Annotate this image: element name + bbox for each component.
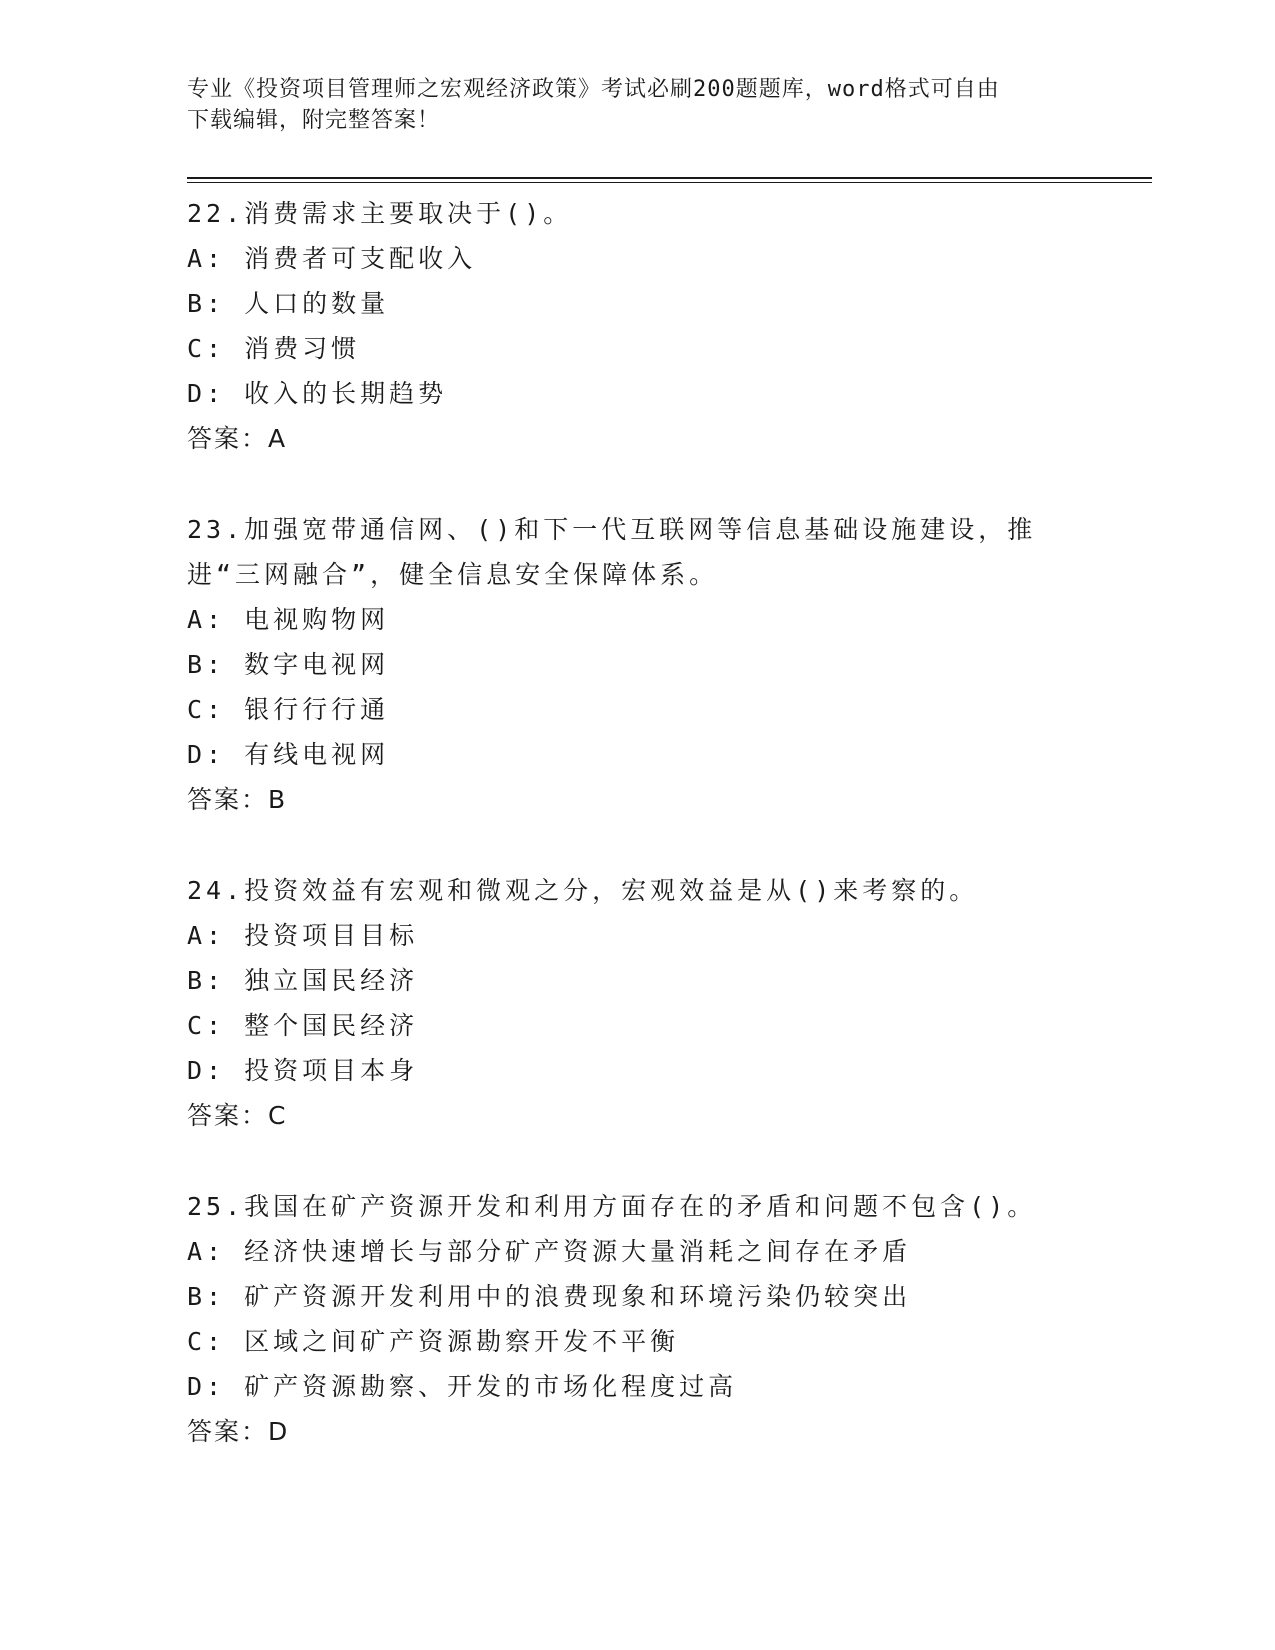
question-23 xyxy=(187,507,1152,822)
option-d: D: 投资项目本身 xyxy=(187,1056,419,1085)
question-text: 23.加强宽带通信网、()和下一代互联网等信息基础设施建设，推进“三网融合”，健全信息安全保障体系。 xyxy=(187,515,1037,589)
option-b: B: 人口的数量 xyxy=(187,289,390,318)
option-a: A: 消费者可支配收入 xyxy=(187,244,477,273)
option-c: C: 消费习惯 xyxy=(187,334,361,363)
question-list xyxy=(187,191,1152,1500)
option-c: C: 整个国民经济 xyxy=(187,1011,419,1040)
question-text: 22.消费需求主要取决于()。 xyxy=(187,199,573,228)
header-divider-thin xyxy=(187,182,1152,183)
option-a: A: 经济快速增长与部分矿产资源大量消耗之间存在矛盾 xyxy=(187,1237,912,1266)
option-d: D: 收入的长期趋势 xyxy=(187,379,448,408)
option-b: B: 矿产资源开发利用中的浪费现象和环境污染仍较突出 xyxy=(187,1282,912,1311)
option-b: B: 数字电视网 xyxy=(187,650,390,679)
document-header xyxy=(187,74,1067,136)
option-d: D: 矿产资源勘察、开发的市场化程度过高 xyxy=(187,1372,738,1401)
question-25 xyxy=(187,1184,1152,1454)
answer: 答案：C xyxy=(187,1101,288,1130)
answer: 答案：D xyxy=(187,1417,290,1446)
option-b: B: 独立国民经济 xyxy=(187,966,419,995)
answer: 答案：B xyxy=(187,785,288,814)
header-line-2: 下载编辑，附完整答案！ xyxy=(187,108,441,133)
header-divider-thick xyxy=(187,177,1152,179)
question-text: 24.投资效益有宏观和微观之分，宏观效益是从()来考察的。 xyxy=(187,876,979,905)
option-a: A: 电视购物网 xyxy=(187,605,390,634)
option-c: C: 区域之间矿产资源勘察开发不平衡 xyxy=(187,1327,680,1356)
question-22 xyxy=(187,191,1152,461)
option-c: C: 银行行行通 xyxy=(187,695,390,724)
question-24 xyxy=(187,868,1152,1138)
question-text: 25.我国在矿产资源开发和利用方面存在的矛盾和问题不包含()。 xyxy=(187,1192,1037,1221)
option-d: D: 有线电视网 xyxy=(187,740,390,769)
document-page xyxy=(187,0,1152,1650)
option-a: A: 投资项目目标 xyxy=(187,921,419,950)
answer: 答案：A xyxy=(187,424,288,453)
header-line-1: 专业《投资项目管理师之宏观经济政策》考试必刷200题题库，word格式可自由 xyxy=(187,77,1000,102)
